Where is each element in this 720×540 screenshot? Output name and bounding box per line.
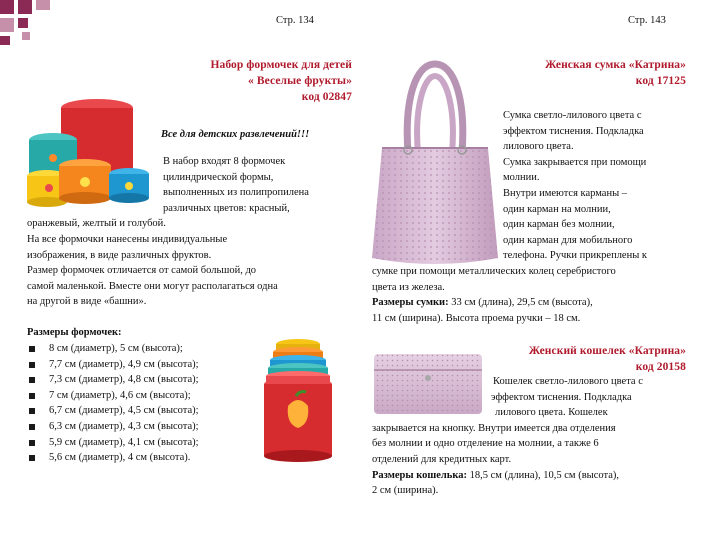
molds-description-line: оранжевый, желтый и голубой. [27,218,166,230]
molds-title-line: Набор формочек для детей [210,59,352,71]
size-text: 6,3 см (диаметр), 4,3 см (высота); [49,420,199,432]
bullet-icon [29,346,35,352]
bag-description-line: цвета из железа. [372,281,445,293]
bag-sizes-value: 33 см (длина), 29,5 см (высота), [448,297,593,309]
molds-title-line: « Веселые фрукты» [248,75,352,87]
right-page-number: Стр. 143 [628,15,666,26]
size-text: 8 см (диаметр), 5 см (высота); [49,343,183,354]
wallet-title-line: Женский кошелек «Катрина» [528,345,686,357]
molds-description-line: изображения, в виде различных фруктов. [27,249,212,261]
bag-description-line: один карман на молнии, [503,203,611,215]
bag-sizes [372,295,647,311]
bag-description-line: один карман без молнии, [503,219,615,231]
bag-description-line: Сумка светло-лилового цвета с [503,110,642,121]
bullet-icon [29,393,35,399]
wallet-title-line: код 20158 [635,361,686,373]
molds-description-line: На все формочки нанесены индивидуальные [27,233,228,245]
molds-description-line: цилиндрической формы, [163,171,274,183]
list-item [27,435,199,451]
bullet-icon [29,455,35,461]
wallet-description-line: лилового цвета. Кошелек [495,407,608,419]
wallet-sizes-line: 2 см (ширина). [372,485,439,497]
wallet-description-line: закрывается на кнопку. Внутри имеется два отделения [372,422,616,434]
size-text: 5,6 см (диаметр), 4 см (высота). [49,452,191,464]
molds-tower-photo [258,336,338,464]
molds-title [160,57,352,105]
wallet-title [470,343,686,375]
molds-description-line: Размер формочек отличается от самой большой, до [27,265,257,277]
wallet-description-line: эффектом тиснения. Подкладка [491,391,632,403]
wallet-description [372,374,643,499]
bag-title [490,57,686,89]
bag-description-line: телефона. Ручки прикреплены к [503,250,647,262]
molds-description-line: самой маленькой. Вместе они могут располагаться одна [27,280,278,292]
list-item [27,341,199,357]
molds-description-line: различных цветов: красный, [163,202,290,214]
size-text: 7 см (диаметр), 4,6 см (высота); [49,389,191,401]
bag-description-line: молнии. [503,172,540,184]
bag-sizes-label: Размеры сумки: [372,297,449,309]
wallet-description-line: отделений для кредитных карт. [372,453,512,465]
left-page-number: Стр. 134 [276,15,314,26]
bag-description-line: один карман для мобильного [503,234,633,246]
bullet-icon [29,362,35,368]
list-item [27,450,199,466]
wallet-sizes-label: Размеры кошелька: [372,469,467,481]
size-text: 7,7 см (диаметр), 4,9 см (высота); [49,358,199,370]
bag-sizes-line: 11 см (ширина). Высота проема ручки – 18 см. [372,312,581,324]
bag-description-line: Внутри имеются карманы – [503,187,628,199]
molds-description [27,154,309,310]
molds-description-line: на другой в виде «башни». [27,296,147,308]
size-text: 5,9 см (диаметр), 4,1 см (высота); [49,436,199,448]
molds-title-line: код 02847 [301,91,352,103]
bullet-icon [29,440,35,446]
bag-description-line: Сумка закрывается при помощи [503,156,647,168]
molds-sizes-list [27,341,199,466]
size-text: 7,3 см (диаметр), 4,8 см (высота); [49,374,199,386]
list-item [27,419,199,435]
bag-description-line: сумке при помощи металлических колец серебристого [372,265,616,277]
corner-decoration [0,0,60,45]
bullet-icon [29,408,35,414]
bag-description-line: лилового цвета. [503,141,574,153]
size-text: 6,7 см (диаметр), 4,5 см (высота); [49,405,199,417]
wallet-sizes [372,468,643,484]
bag-title-line: Женская сумка «Катрина» [544,59,686,71]
list-item [27,357,199,373]
molds-description-line: выполненных из полипропилена [163,187,309,199]
bullet-icon [29,424,35,430]
wallet-sizes-value: 18,5 см (длина), 10,5 см (высота), [466,469,619,481]
list-item [27,403,199,419]
wallet-description-line: без молнии и одно отделение на молнии, а также 6 [372,438,599,450]
molds-tagline: Все для детских развлечений!!! [161,129,310,140]
bag-title-line: код 17125 [635,75,686,87]
bag-description-line: эффектом тиснения. Подкладка [503,125,644,137]
list-item [27,372,199,388]
list-item [27,388,199,404]
molds-sizes-heading: Размеры формочек: [27,327,122,338]
bullet-icon [29,377,35,383]
molds-description-line: В набор входят 8 формочек [163,156,286,167]
bag-description [372,108,647,326]
wallet-description-line: Кошелек светло-лилового цвета с [493,376,643,387]
